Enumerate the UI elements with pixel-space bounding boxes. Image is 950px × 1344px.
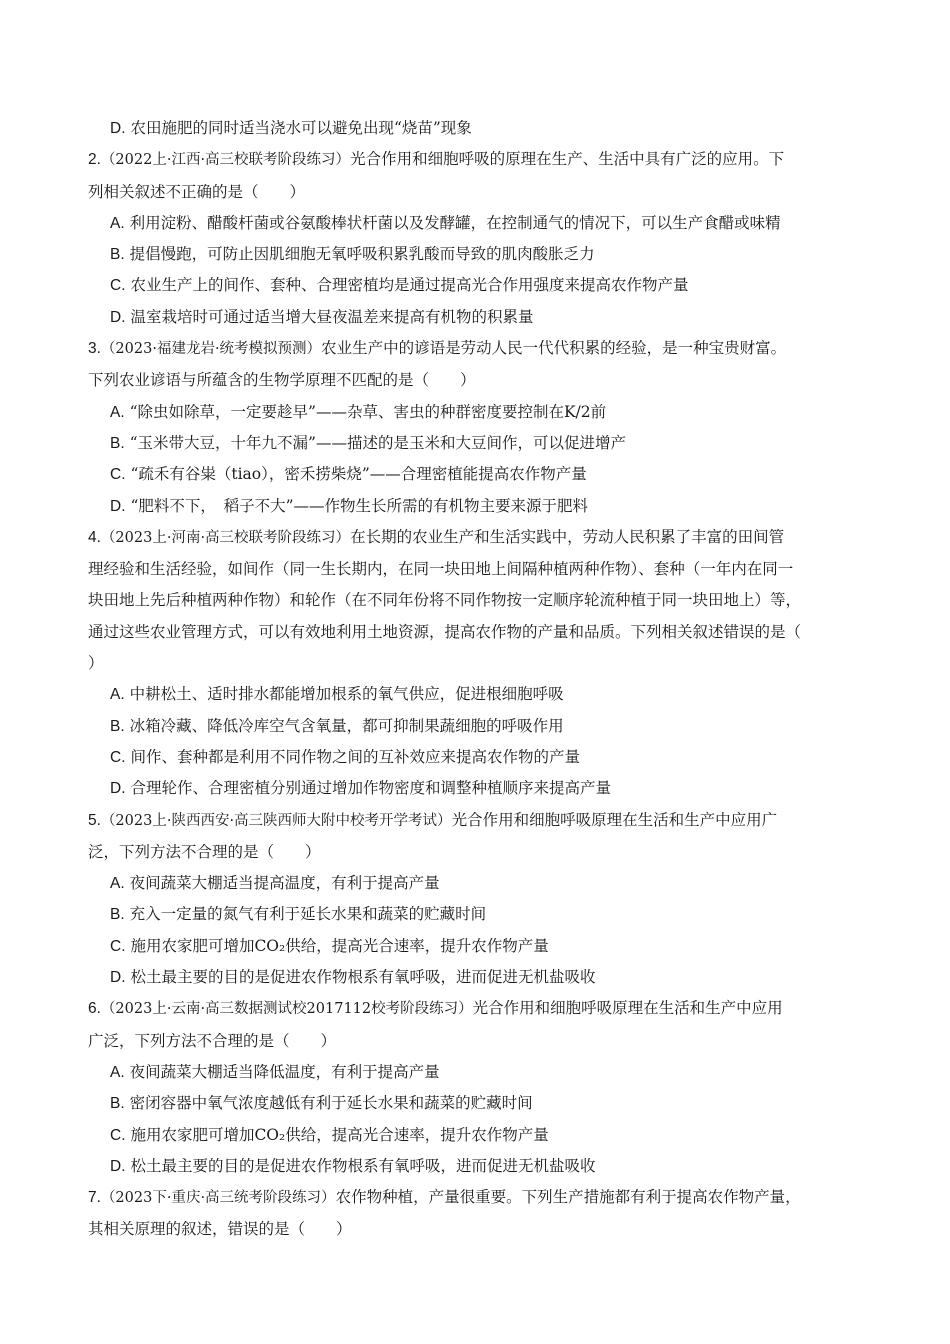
option-text: 合理轮作、合理密植分别通过增加作物密度和调整种植顺序来提高产量 [130,779,611,798]
question-stem-line [88,585,868,616]
answer-option [88,679,868,710]
option-text: 温室栽培时可通过适当增大昼夜温差来提高有机物的积累量 [130,307,534,326]
question-stem-line [88,177,868,208]
option-text: 夜间蔬菜大棚适当降低温度，有利于提高产量 [129,1062,440,1081]
question-stem-text: 其相关原理的叙述，错误的是（ ） [88,1220,352,1239]
question-source: （2022上·江西·高三校联考阶段练习） [100,152,351,169]
answer-option [88,899,868,930]
option-letter: D. [110,497,126,515]
option-text: 利用淀粉、醋酸杆菌或谷氨酸棒状杆菌以及发酵罐，在控制通气的情况下，可以生产食醋或味精 [129,213,781,232]
answer-option [88,1057,868,1088]
question-block [88,333,868,522]
question-stem-line [88,617,868,648]
question-stem-text: 农业生产中的谚语是劳动人民一代代积累的经验，是一种宝贵财富。 [321,339,787,358]
question-stem-text: 理经验和生活经验，如间作（同一生长期内，在同一块田地上间隔种植两种作物）、套种（一年内在同一 [88,560,794,579]
option-text: “玉米带大豆，十年九不漏”——描述的是玉米和大豆间作，可以促进增产 [129,433,626,452]
option-text: “除虫如除草，一定要趁早”——杂草、害虫的种群密度要控制在K/2前 [129,402,607,421]
option-text: 松土最主要的目的是促进农作物根系有氧呼吸，进而促进无机盐吸收 [130,968,596,987]
option-letter: D. [110,969,126,987]
answer-option [88,459,868,490]
question-block [88,522,868,805]
option-letter: A. [110,403,125,421]
question-stem-text: 下列农业谚语与所蕴含的生物学原理不匹配的是（ ） [88,371,476,390]
question-block [88,993,868,1182]
question-block [88,144,868,333]
option-letter: B. [110,906,125,924]
question-stem-first-line [88,805,868,837]
option-text: 夜间蔬菜大棚适当提高温度，有利于提高产量 [129,874,440,893]
answer-option [88,1151,868,1182]
answer-option [88,773,868,804]
question-stem-text: 光合作用和细胞呼吸原理在生活和生产中应用 [472,999,783,1018]
option-letter: D. [110,308,126,326]
question-source: （2023下·重庆·高三统考阶段练习） [100,1190,336,1207]
question-number: 7. [88,1189,101,1207]
option-letter: A. [110,686,125,704]
option-letter: C. [110,937,126,955]
question-stem-line [88,1214,868,1245]
question-stem-text: 光合作用和细胞呼吸原理在生活和生产中应用广 [451,810,778,829]
option-letter: B. [110,717,125,735]
answer-option [88,1120,868,1151]
option-letter: B. [110,434,125,452]
question-block [88,805,868,994]
question-source: （2023上·云南·高三数据测试校2017112校考阶段练习） [100,1001,473,1018]
answer-option [88,397,868,428]
question-stem-text: 农作物种植，产量很重要。下列生产措施都有利于提高农作物产量， [335,1188,801,1207]
option-letter: B. [110,246,125,264]
question-stem-line [88,648,868,679]
question-stem-text: 在长期的农业生产和生活实践中，劳动人民积累了丰富的田间管 [350,527,785,546]
option-letter: D. [110,780,126,798]
question-block [88,113,868,144]
option-text: 密闭容器中氧气浓度越低有利于延长水果和蔬菜的贮藏时间 [129,1094,533,1113]
question-stem-text: 光合作用和细胞呼吸的原理在生产、生活中具有广泛的应用。下 [350,150,785,169]
answer-option [88,113,868,144]
option-letter: C. [110,1126,126,1144]
question-source: （2023·福建龙岩·统考模拟预测） [100,341,322,358]
answer-option [88,239,868,270]
question-stem-first-line [88,333,868,365]
option-text: “疏禾有谷粜（tiao），密禾捞柴烧”——合理密植能提高农作物产量 [130,465,587,484]
option-text: 农业生产上的间作、套种、合理密植均是通过提高光合作用强度来提高农作物产量 [130,276,689,295]
option-text: 冰箱冷藏、降低冷库空气含氧量，都可抑制果蔬细胞的呼吸作用 [129,716,564,735]
option-text: “肥料不下， 稻子不大”——作物生长所需的有机物主要来源于肥料 [130,496,589,515]
option-text: 提倡慢跑，可防止因肌细胞无氧呼吸积累乳酸而导致的肌肉酸胀乏力 [129,245,595,264]
answer-option [88,711,868,742]
question-stem-text: ） [88,654,104,673]
question-number: 6. [88,1000,101,1018]
question-stem-text: 泛，下列方法不合理的是（ ） [88,842,321,861]
answer-option [88,742,868,773]
option-letter: C. [110,748,126,766]
option-letter: B. [110,1095,125,1113]
option-text: 农田施肥的同时适当浇水可以避免出现“烧苗”现象 [130,119,472,137]
question-number: 2. [88,151,101,169]
question-stem-text: 通过这些农业管理方式，可以有效地利用土地资源，提高农作物的产量和品质。下列相关叙述错误的是（ [88,622,802,641]
answer-option [88,208,868,239]
option-letter: A. [110,1063,125,1081]
option-letter: A. [110,875,125,893]
question-number: 5. [88,811,101,829]
answer-option [88,962,868,993]
question-stem-first-line [88,522,868,554]
question-stem-text: 列相关叙述不正确的是（ ） [88,182,306,201]
question-stem-first-line [88,144,868,176]
question-stem-text: 广泛，下列方法不合理的是（ ） [88,1031,337,1050]
option-text: 松土最主要的目的是促进农作物根系有氧呼吸，进而促进无机盐吸收 [130,1156,596,1175]
question-number: 4. [88,528,101,546]
answer-option [88,931,868,962]
question-source: （2023上·陕西西安·高三陕西师大附中校考开学考试） [100,812,452,829]
question-stem-first-line [88,1182,868,1214]
option-text: 施用农家肥可增加CO₂供给，提高光合速率，提升农作物产量 [130,1125,549,1144]
option-text: 间作、套种都是利用不同作物之间的互补效应来提高农作物的产量 [130,747,580,766]
option-letter: C. [110,466,126,484]
question-stem-text: 块田地上先后种植两种作物）和轮作（在不同年份将不同作物按一定顺序轮流种植于同一块田地上）等， [88,591,802,610]
question-stem-line [88,554,868,585]
option-text: 施用农家肥可增加CO₂供给，提高光合速率，提升农作物产量 [130,936,549,955]
option-text: 充入一定量的氮气有利于延长水果和蔬菜的贮藏时间 [129,905,487,924]
option-letter: C. [110,277,126,295]
question-source: （2023上·河南·高三校联考阶段练习） [100,529,351,546]
question-stem-line [88,1026,868,1057]
question-stem-line [88,837,868,868]
answer-option [88,270,868,301]
option-text: 中耕松土、适时排水都能增加根系的氧气供应，促进根细胞呼吸 [129,685,564,704]
answer-option [88,491,868,522]
option-letter: D. [110,1157,126,1175]
question-number: 3. [88,340,101,358]
question-stem-first-line [88,993,868,1025]
question-block [88,1182,868,1246]
answer-option [88,868,868,899]
question-stem-line [88,365,868,396]
option-letter: D. [110,120,126,137]
option-letter: A. [110,214,125,232]
document-page [88,113,868,1246]
answer-option [88,428,868,459]
answer-option [88,1088,868,1119]
answer-option [88,302,868,333]
